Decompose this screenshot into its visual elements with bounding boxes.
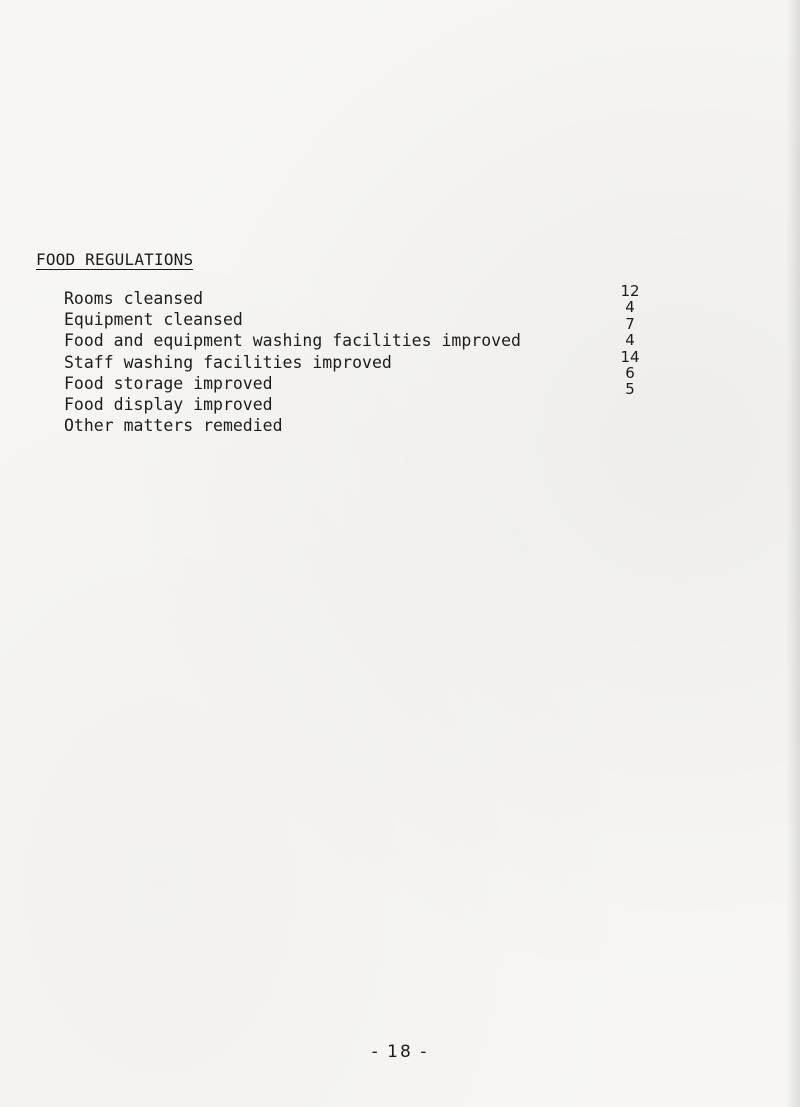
item-label-equipment-cleansed: Equipment cleansed	[64, 310, 243, 330]
page-number: - 18 -	[371, 1042, 429, 1062]
section-heading: FOOD REGULATIONS	[36, 250, 194, 269]
item-value-rooms-cleansed: 12	[620, 282, 640, 300]
item-label-other-matters: Other matters remedied	[64, 416, 283, 436]
regulation-items-list	[64, 288, 521, 436]
item-value-washing-facilities: 7	[625, 314, 635, 333]
item-value-other-matters: 5	[625, 380, 635, 399]
item-label-rooms-cleansed: Rooms cleansed	[64, 289, 204, 308]
item-label-washing-facilities: Food and equipment washing facilities improved	[64, 331, 521, 351]
item-value-food-display: 6	[625, 364, 635, 383]
regulation-values-column	[610, 283, 650, 398]
item-label-food-storage: Food storage improved	[64, 373, 273, 393]
item-label-staff-washing: Staff washing facilities improved	[64, 352, 392, 372]
item-value-staff-washing: 4	[625, 331, 635, 350]
item-value-food-storage: 14	[620, 347, 640, 366]
item-value-equipment-cleansed: 4	[625, 298, 635, 317]
page-edge-shadow	[786, 0, 800, 1107]
item-label-food-display: Food display improved	[64, 395, 273, 415]
